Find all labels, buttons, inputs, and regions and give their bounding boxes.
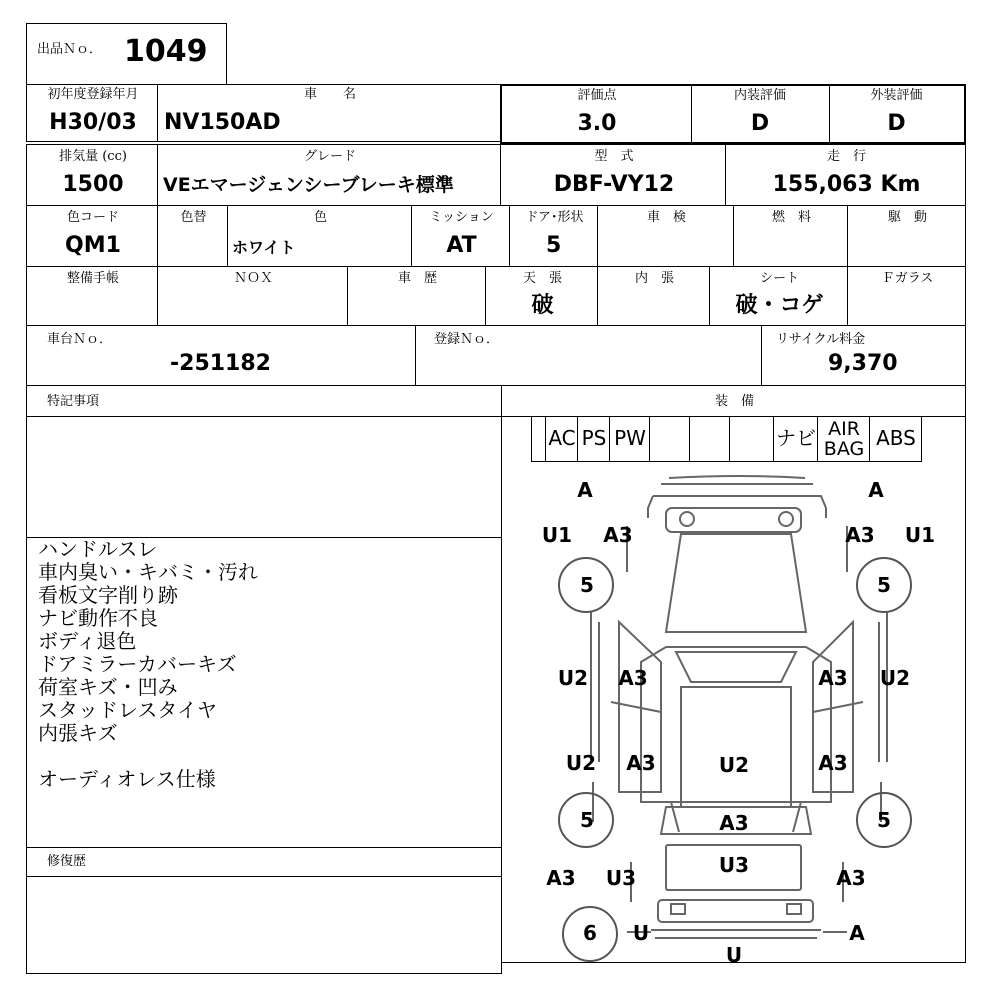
grade-value: VEエマージェンシーブレーキ標準: [163, 174, 454, 196]
model-cell: [500, 144, 726, 206]
car-name-value: NV150AD: [164, 110, 281, 135]
car-name-cell: [157, 84, 501, 142]
equipment-item: [817, 416, 870, 462]
drive-cell: [847, 205, 966, 267]
remark-line: 内張キズ: [38, 721, 118, 745]
damage-mark: U2: [718, 753, 750, 777]
displacement-value: 1500: [62, 172, 124, 197]
equipment-item: [577, 416, 610, 462]
exterior-score-label: 外装評価: [870, 88, 923, 103]
model-value: DBF-VY12: [553, 172, 675, 197]
inspection-cell: [597, 205, 734, 267]
grade-cell: [157, 144, 501, 206]
color-code-value: QM1: [65, 233, 121, 258]
door-label: ドア･形状: [525, 210, 584, 225]
damage-mark: A3: [626, 751, 656, 775]
damage-mark: A3: [546, 866, 576, 890]
interior-score-cell: [691, 84, 830, 144]
drive-label: 駆 動: [887, 210, 927, 225]
interior-score-label: 内装評価: [733, 88, 786, 103]
equipment-label: 装 備: [714, 394, 754, 409]
registration-no-label: 登録Ｎｏ．: [434, 332, 500, 347]
equipment-item: [649, 416, 690, 462]
fuel-label: 燃 料: [771, 210, 811, 225]
equipment-item-label: AIR BAG: [823, 418, 865, 460]
remark-line: 荷室キズ・凹み: [38, 675, 178, 699]
damage-mark: 5: [580, 808, 594, 832]
equipment-header: [501, 385, 966, 417]
recycle-fee-cell: [761, 325, 966, 386]
history-label: 車 歴: [397, 271, 437, 286]
fuel-cell: [733, 205, 848, 267]
damage-mark: U3: [605, 866, 637, 890]
damage-mark: U2: [879, 666, 911, 690]
mileage-label: 走 行: [826, 149, 866, 164]
damage-mark: A3: [618, 666, 648, 690]
damage-mark: A: [868, 478, 884, 502]
model-label: 型 式: [594, 149, 634, 164]
remarks-label: 特記事項: [47, 394, 100, 409]
remark-line: 車内臭い・キバミ・汚れ: [38, 560, 258, 584]
registration-no-cell: [415, 325, 762, 386]
remark-line: [38, 745, 258, 768]
equipment-item: [609, 416, 650, 462]
damage-mark: A3: [845, 523, 875, 547]
equipment-item: [729, 416, 774, 462]
damage-mark: U2: [565, 751, 597, 775]
registration-label: 初年度登録年月: [47, 87, 139, 102]
seat-value: 破・コゲ: [735, 293, 824, 318]
lot-number-label: 出品Ｎｏ．: [37, 42, 103, 57]
mission-value: AT: [446, 233, 477, 258]
damage-mark: 6: [583, 921, 597, 945]
damage-mark: A: [849, 921, 865, 945]
repair-history-header: [26, 847, 502, 877]
damage-mark: U1: [541, 523, 573, 547]
damage-mark: A: [577, 478, 593, 502]
inner-trim-label: 内 張: [634, 271, 674, 286]
registration-value: H30/03: [49, 110, 137, 135]
equipment-item: [689, 416, 730, 462]
color-code-cell: [26, 205, 158, 267]
damage-mark: U2: [557, 666, 589, 690]
score-label: 評価点: [577, 88, 617, 103]
exterior-score-cell: [829, 84, 966, 144]
door-value: 5: [546, 233, 562, 258]
equipment-item: [773, 416, 818, 462]
grade-label: グレード: [303, 149, 356, 164]
damage-mark: A3: [836, 866, 866, 890]
remark-line: ナビ動作不良: [38, 606, 158, 630]
ceiling-value: 破: [531, 293, 554, 318]
chassis-label: 車台Ｎｏ．: [47, 332, 113, 347]
front-glass-label: Ｆガラス: [881, 271, 934, 286]
remark-line: ドアミラーカバーキズ: [38, 652, 237, 676]
remark-line: オーディオレス仕様: [38, 767, 216, 791]
chassis-value: -251182: [170, 351, 271, 376]
repair-history-label: 修復歴: [47, 854, 87, 869]
equipment-item: [869, 416, 922, 462]
color-label: 色: [313, 210, 327, 225]
history-cell: [347, 266, 486, 326]
remarks-header: [26, 385, 502, 417]
equipment-item: [545, 416, 578, 462]
equipment-item-label: AC: [548, 426, 576, 450]
front-glass-cell: [847, 266, 966, 326]
service-book-label: 整備手帳: [66, 271, 119, 286]
damage-mark: A3: [719, 811, 749, 835]
inspection-label: 車 検: [646, 210, 686, 225]
damage-mark: A3: [818, 751, 848, 775]
recycle-fee-value: 9,370: [828, 351, 898, 376]
mission-label: ミッション: [429, 210, 494, 225]
color-code-label: 色コード: [66, 210, 119, 225]
damage-mark: U: [725, 943, 743, 962]
displacement-label: 排気量 (cc): [59, 149, 127, 164]
remark-line: ハンドルスレ: [38, 537, 158, 561]
color-value: ホワイト: [232, 238, 296, 257]
seat-cell: [709, 266, 848, 326]
seat-label: シート: [759, 271, 799, 286]
repaint-cell: [157, 205, 228, 267]
registration-cell: [26, 84, 158, 142]
damage-mark: 5: [580, 573, 594, 597]
lot-number-box: [26, 23, 227, 85]
remark-line: 看板文字削り跡: [38, 583, 178, 607]
service-book-cell: [26, 266, 158, 326]
equipment-row: [531, 416, 966, 462]
damage-mark: A3: [818, 666, 848, 690]
score-value: 3.0: [577, 111, 617, 136]
inner-trim-cell: [597, 266, 710, 326]
repair-history-body: [26, 876, 502, 974]
nox-label: ＮＯＸ: [233, 271, 273, 286]
equipment-item-label: ABS: [876, 426, 916, 450]
exterior-score-value: D: [887, 111, 906, 136]
nox-cell: [157, 266, 348, 326]
interior-score-value: D: [750, 111, 770, 136]
door-cell: [509, 205, 598, 267]
equipment-item-label: PS: [581, 426, 607, 450]
car-name-label: 車 名: [303, 87, 356, 102]
remark-line: ボディ退色: [38, 629, 137, 653]
equipment-item-label: PW: [614, 426, 646, 450]
repaint-label: 色替: [180, 210, 207, 225]
lot-number-value: 1049: [124, 34, 208, 69]
remarks-list: [38, 538, 258, 791]
equipment-item-label: ナビ: [776, 426, 816, 450]
damage-mark: 5: [877, 573, 891, 597]
damage-mark: A3: [603, 523, 633, 547]
color-cell: [227, 205, 412, 267]
ceiling-label: 天 張: [522, 271, 562, 286]
score-cell: [500, 84, 692, 144]
mission-cell: [411, 205, 510, 267]
damage-mark: U: [632, 921, 650, 945]
damage-mark: U3: [718, 853, 750, 877]
chassis-cell: [26, 325, 416, 386]
recycle-fee-label: リサイクル料金: [776, 332, 866, 347]
damage-mark: 5: [877, 808, 891, 832]
mileage-cell: [725, 144, 966, 206]
displacement-cell: [26, 144, 158, 206]
car-damage-diagram: [501, 462, 966, 962]
remark-line: スタッドレスタイヤ: [38, 698, 217, 722]
damage-mark: U1: [904, 523, 936, 547]
ceiling-cell: [485, 266, 598, 326]
mileage-value: 155,063 Km: [772, 172, 921, 197]
equipment-item: [531, 416, 546, 462]
